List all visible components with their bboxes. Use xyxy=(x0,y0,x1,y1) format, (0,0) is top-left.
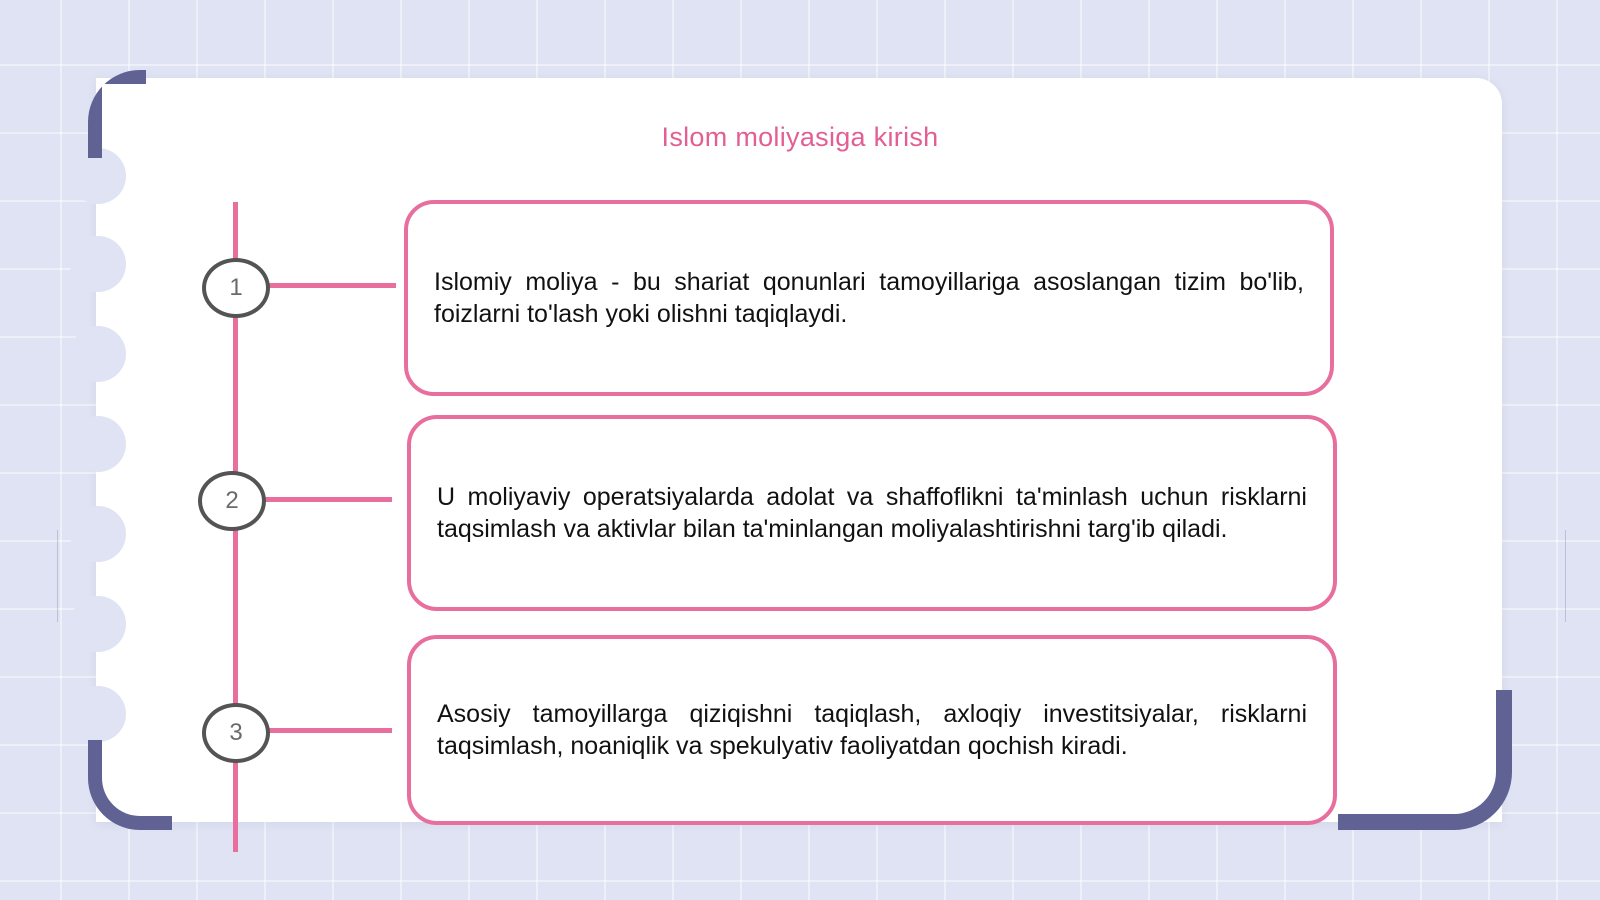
paper-scallop xyxy=(70,596,126,652)
step-card xyxy=(407,635,1337,825)
step-card xyxy=(407,415,1337,611)
paper-scallop xyxy=(70,236,126,292)
frame-corner-bottom-right xyxy=(1338,690,1512,830)
step-number-badge xyxy=(202,703,270,763)
step-connector xyxy=(268,283,396,288)
step-number: 2 xyxy=(225,487,239,514)
step-number-badge xyxy=(202,258,270,318)
step-text: U moliyaviy operatsiyalarda adolat va shaffoflikni ta'minlash uchun risklarni taqsimlash va aktivlar bilan ta'minlangan moliyalashtirishni targ'ib qiladi. xyxy=(437,483,1307,543)
step-connector xyxy=(268,728,392,733)
paper-scallop xyxy=(70,416,126,472)
step-card xyxy=(404,200,1334,396)
step-text: Asosiy tamoyillarga qiziqishni taqiqlash, axloqiy investitsiyalar, risklarni taqsimlash, noaniqlik va spekulyativ faoliyatdan qochish kiradi. xyxy=(437,700,1307,760)
step-connector xyxy=(264,497,392,502)
paper-scallop xyxy=(70,506,126,562)
step-number: 3 xyxy=(229,719,243,746)
grid-accent-line-right xyxy=(1565,530,1566,622)
step-number-badge xyxy=(198,471,266,531)
step-text: Islomiy moliya - bu shariat qonunlari tamoyillariga asoslangan tizim bo'lib, foizlarni to'lash yoki olishni taqiqlaydi. xyxy=(434,268,1304,328)
slide-title: Islom moliyasiga kirish xyxy=(661,122,939,152)
paper-scallop xyxy=(70,326,126,382)
step-number: 1 xyxy=(229,274,243,301)
paper-scallop xyxy=(70,686,126,742)
grid-accent-line-left xyxy=(57,530,58,622)
